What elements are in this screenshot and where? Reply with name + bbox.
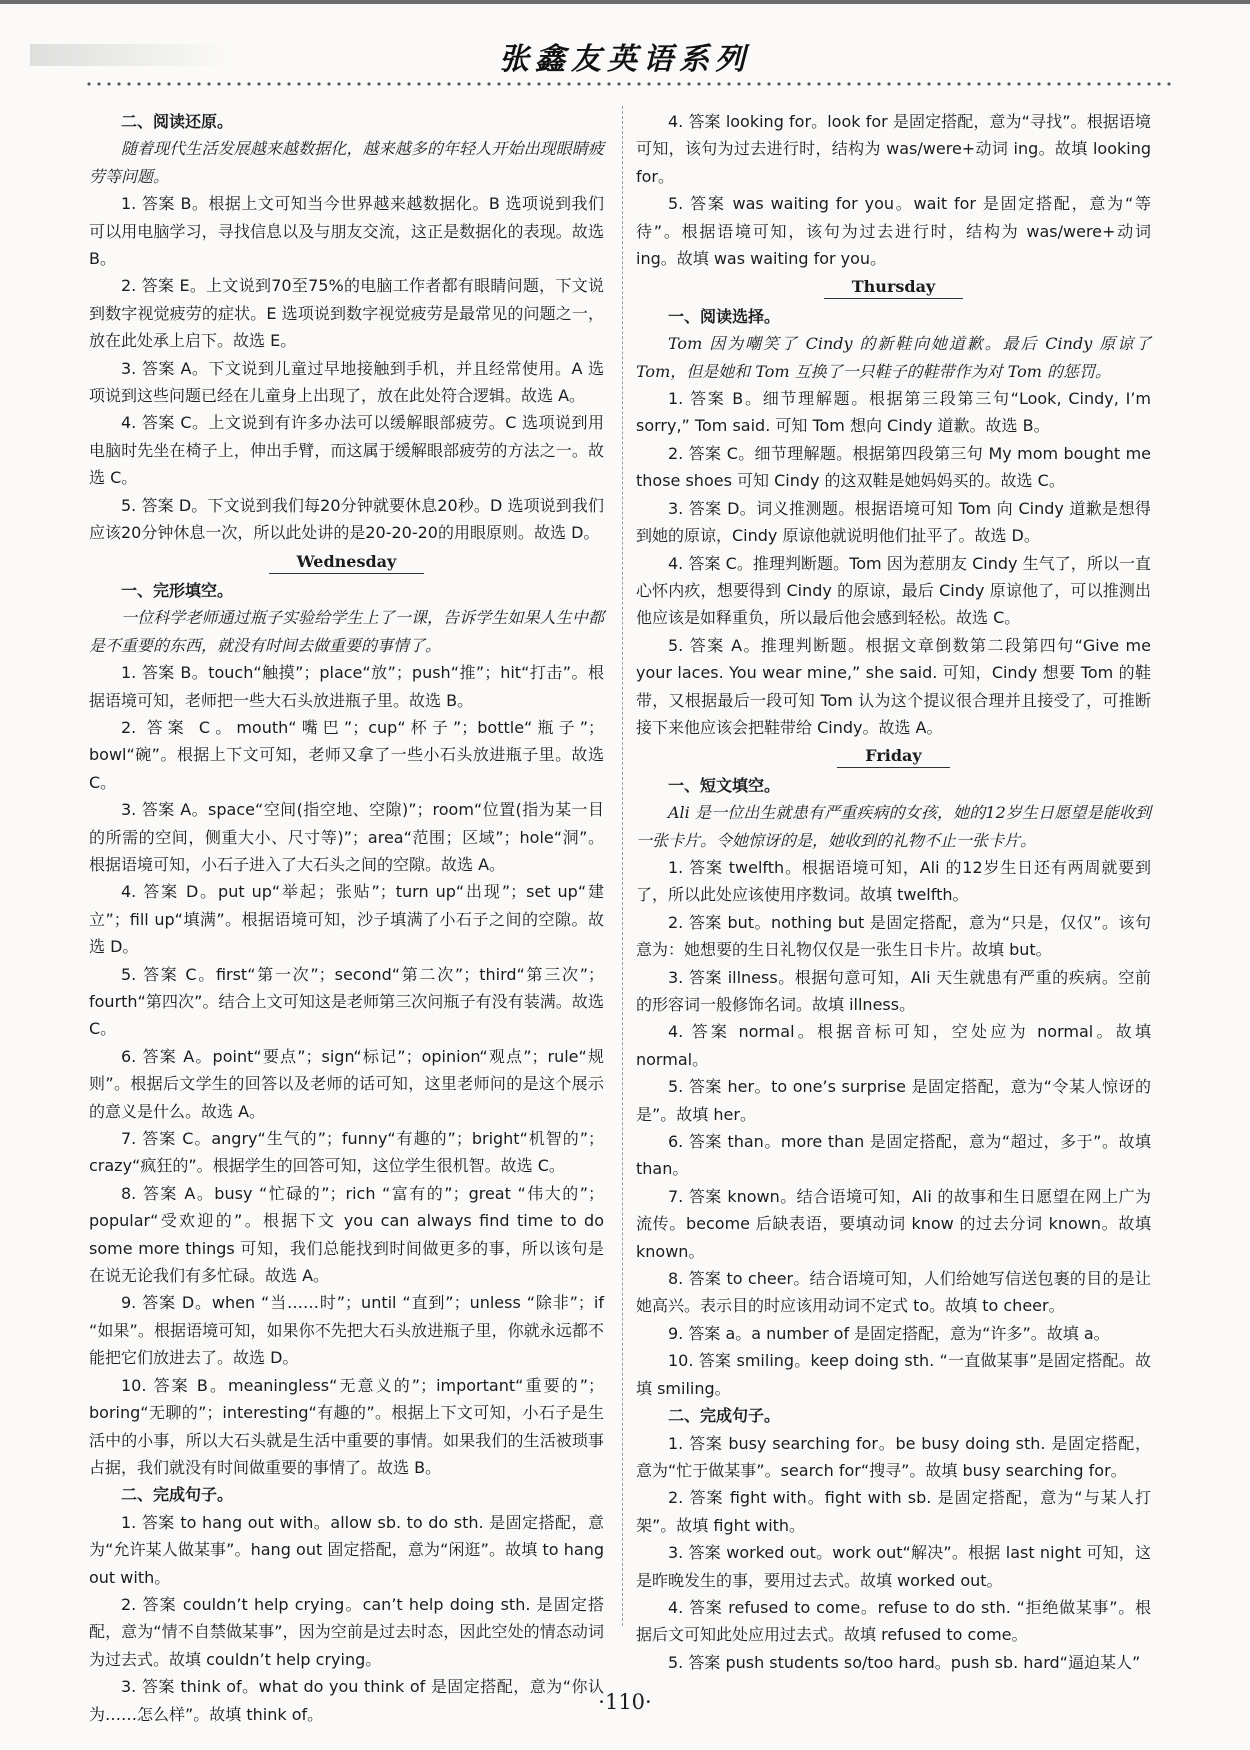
section-heading-reading-choice: 一、阅读选择。: [668, 306, 781, 326]
answer-item: 4. 答案 normal。根据音标可知，空处应为 normal。故填 normal。: [636, 1022, 1151, 1069]
answer-item: 2. 答案 C。mouth“嘴巴”；cup“杯子”；bottle“瓶子”；bowl“碗”。根据上下文可知，老师又拿了一些小石头放进瓶子里。故选 C。: [89, 717, 604, 792]
section-heading-cloze: 一、完形填空。: [121, 580, 234, 600]
header-dotted-rule: [84, 80, 1174, 88]
day-label: Wednesday: [269, 551, 425, 574]
answer-item: 8. 答案 to cheer。结合语境可知，人们给她写信送包裹的目的是让她高兴。表示目的时应该用动词不定式 to。故填 to cheer。: [636, 1269, 1151, 1316]
section-heading-sentence-completion: 二、完成句子。: [121, 1485, 234, 1505]
answer-item: 5. 答案 push students so/too hard。push sb. hard“逼迫某人”: [668, 1652, 1141, 1672]
answer-item: 10. 答案 smiling。keep doing sth. “一直做某事”是固定搭配。故填 smiling。: [636, 1351, 1151, 1398]
answer-item: 4. 答案 D。put up“举起；张贴”；turn up“出现”；set up“建立”；fill up“填满”。根据语境可知，沙子填满了小石子之间的空隙。故选 D。: [89, 882, 604, 957]
answer-item: 3. 答案 think of。what do you think of 是固定搭配，意为“你认为……怎么样”。故填 think of。: [89, 1677, 604, 1724]
right-column: [636, 108, 1151, 1672]
page-number: ·110·: [598, 1690, 652, 1714]
answer-item: 6. 答案 than。more than 是固定搭配，意为“超过，多于”。故填 than。: [636, 1132, 1151, 1179]
answer-item: 5. 答案 A。推理判断题。根据文章倒数第二段第四句“Give me your laces. You wear mine,” she said. 可知，Cindy 想要 Tom 的鞋带，又根据最后一段可知 Tom 认为这个提议很合理并且接受了，可推断接下来他应该会把鞋带给 Cindy。故选 A。: [636, 635, 1151, 737]
answer-item: 1. 答案 B。touch“触摸”；place“放”；push“推”；hit“打击”。根据语境可知，老师把一些大石头放进瓶子里。故选 B。: [89, 663, 604, 710]
answer-item: 9. 答案 D。when “当……时”；until “直到”；unless “除非”；if “如果”。根据语境可知，如果你不先把大石头放进瓶子里，你就永远都不能把它们放进去了。故选 D。: [89, 1293, 604, 1368]
answer-item: 1. 答案 twelfth。根据语境可知，Ali 的12岁生日还有两周就要到了，所以此处应该使用序数词。故填 twelfth。: [636, 857, 1151, 905]
day-heading-friday: [636, 742, 1151, 769]
answer-item: 2. 答案 but。nothing but 是固定搭配，意为“只是，仅仅”。该句意为：她想要的生日礼物仅仅是一张生日卡片。故填 but。: [636, 912, 1151, 960]
answer-item: 7. 答案 known。结合语境可知，Ali 的故事和生日愿望在网上广为流传。become 后缺表语，要填动词 know 的过去分词 known。故填 known。: [636, 1186, 1151, 1261]
answer-item: 1. 答案 busy searching for。be busy doing sth. 是固定搭配，意为“忙于做某事”。search for“搜寻”。故填 busy searching for。: [636, 1433, 1151, 1480]
series-title: 张鑫友英语系列: [499, 42, 751, 77]
answer-item: 5. 答案 C。first“第一次”；second“第二次”；third“第三次”；fourth“第四次”。结合上文可知这是老师第三次问瓶子有没有装满。故选 C。: [89, 964, 604, 1039]
reading-choice-intro: Tom 因为嘲笑了 Cindy 的新鞋向她道歉。最后 Cindy 原谅了 Tom，但是她和 Tom 互换了一只鞋子的鞋带作为对 Tom 的惩罚。: [636, 334, 1151, 381]
answer-item: 9. 答案 a。a number of 是固定搭配，意为“许多”。故填 a。: [668, 1323, 1110, 1343]
answer-item: 4. 答案 refused to come。refuse to do sth. “拒绝做某事”。根据后文可知此处应用过去式。故填 refused to come。: [636, 1597, 1151, 1645]
answer-item: 7. 答案 C。angry“生气的”；funny“有趣的”；bright“机智的”；crazy“疯狂的”。根据学生的回答可知，这位学生很机智。故选 C。: [89, 1129, 604, 1176]
passage-blank-intro: Ali 是一位出生就患有严重疾病的女孩，她的12岁生日愿望是能收到一张卡片。令她惊讶的是，她收到的礼物不止一张卡片。: [636, 803, 1151, 850]
top-border: [0, 0, 1250, 4]
day-heading-wednesday: [89, 548, 604, 575]
answer-item: 8. 答案 A。busy “忙碌的”；rich “富有的”；great “伟大的”；popular“受欢迎的”。根据下文 you can always find time to do some more things 可知，我们总能找到时间做更多的事，所以该句是在说无论我们有多忙碌。故选 A。: [89, 1183, 604, 1286]
answer-item: 3. 答案 worked out。work out“解决”。根据 last night 可知，这是昨晚发生的事，要用过去式。故填 worked out。: [636, 1543, 1151, 1590]
answer-item: 4. 答案 C。上文说到有许多办法可以缓解眼部疲劳。C 选项说到用电脑时先坐在椅子上，伸出手臂，而这属于缓解眼部疲劳的方法之一。故选 C。: [89, 413, 604, 488]
left-column: [89, 108, 604, 1724]
column-divider: [622, 106, 623, 1626]
day-label: Thursday: [824, 276, 963, 299]
answer-item: 5. 答案 was waiting for you。wait for 是固定搭配，意为“等待”。根据语境可知，该句为过去进行时，结构为 was/were+动词 ing。故填 was waiting for you。: [636, 194, 1151, 269]
answer-item: 3. 答案 D。词义推测题。根据语境可知 Tom 向 Cindy 道歉是想得到她的原谅，Cindy 原谅他就说明他们扯平了。故选 D。: [636, 498, 1151, 546]
answer-item: 2. 答案 C。细节理解题。根据第四段第三句 My mom bought me those shoes 可知 Cindy 的这双鞋是她妈妈买的。故选 C。: [636, 443, 1151, 491]
answer-item: 1. 答案 B。细节理解题。根据第三段第三句“Look, Cindy, I’m sorry,” Tom said. 可知 Tom 想向 Cindy 道歉。故选 B。: [636, 389, 1151, 436]
section-heading-sentence-completion: 二、完成句子。: [668, 1406, 781, 1426]
answer-item: 10. 答案 B。meaningless“无意义的”；important“重要的”；boring“无聊的”；interesting“有趣的”。根据上下文可知，小石子是生活中的小事，所以大石头就是生活中重要的事情。如果我们的生活被琐事占据，我们就没有时间做重要的事情了。故选 B。: [89, 1375, 604, 1477]
answer-item: 5. 答案 D。下文说到我们每20分钟就要休息20秒。D 选项说到我们应该20分钟休息一次，所以此处讲的是20-20-20的用眼原则。故选 D。: [89, 495, 604, 543]
answer-item: 4. 答案 C。推理判断题。Tom 因为惹朋友 Cindy 生气了，所以一直心怀内疚，想要得到 Cindy 的原谅，最后 Cindy 原谅他了，可以推测出他应该是如释重负，所以最后他会感到轻松。故选 C。: [636, 553, 1151, 628]
reading-restore-intro: 随着现代生活发展越来越数据化，越来越多的年轻人开始出现眼睛疲劳等问题。: [89, 139, 604, 186]
section-heading-passage-blank: 一、短文填空。: [668, 775, 781, 795]
answer-item: 3. 答案 A。下文说到儿童过早地接触到手机，并且经常使用。A 选项说到这些问题已经在儿童身上出现了，放在此处符合逻辑。故选 A。: [89, 358, 604, 406]
answer-item: 3. 答案 illness。根据句意可知，Ali 天生就患有严重的疾病。空前的形容词一般修饰名词。故填 illness。: [636, 967, 1151, 1014]
answer-item: 1. 答案 B。根据上文可知当今世界越来越数据化。B 选项说到我们可以用电脑学习，寻找信息以及与朋友交流，这正是数据化的表现。故选 B。: [89, 194, 604, 269]
section-heading-reading-restore: 二、阅读还原。: [121, 112, 234, 131]
day-heading-thursday: [636, 273, 1151, 300]
answer-item: 2. 答案 fight with。fight with sb. 是固定搭配，意为“与某人打架”。故填 fight with。: [636, 1488, 1151, 1535]
day-label: Friday: [837, 745, 949, 768]
answer-item: 2. 答案 couldn’t help crying。can’t help doing sth. 是固定搭配，意为“情不自禁做某事”，因为空前是过去时态，因此空处的情态动词为过去式。故填 couldn’t help crying。: [89, 1594, 604, 1669]
answer-item: 4. 答案 looking for。look for 是固定搭配，意为“寻找”。根据语境可知，该句为过去进行时，结构为 was/were+动词 ing。故填 looking for。: [636, 112, 1151, 186]
answer-item: 3. 答案 A。space“空间(指空地、空隙)”；room“位置(指为某一目的所需的空间，侧重大小、尺寸等)”；area“范围；区域”；hole“洞”。根据语境可知，小石子进入了大石头之间的空隙。故选 A。: [89, 800, 604, 874]
answer-item: 1. 答案 to hang out with。allow sb. to do sth. 是固定搭配，意为“允许某人做某事”。hang out 固定搭配，意为“闲逛”。故填 to hang out with。: [89, 1512, 604, 1587]
cloze-intro: 一位科学老师通过瓶子实验给学生上了一课，告诉学生如果人生中都是不重要的东西，就没有时间去做重要的事情了。: [89, 608, 604, 655]
answer-item: 6. 答案 A。point“要点”；sign“标记”；opinion“观点”；rule“规则”。根据后文学生的回答以及老师的话可知，这里老师问的是这个展示的意义是什么。故选 A。: [89, 1046, 604, 1121]
answer-item: 2. 答案 E。上文说到70至75%的电脑工作者都有眼睛问题，下文说到数字视觉疲劳的症状。E 选项说到数字视觉疲劳是最常见的问题之一，放在此处承上启下。故选 E。: [89, 276, 604, 351]
answer-item: 5. 答案 her。to one’s surprise 是固定搭配，意为“令某人惊讶的是”。故填 her。: [636, 1077, 1151, 1124]
